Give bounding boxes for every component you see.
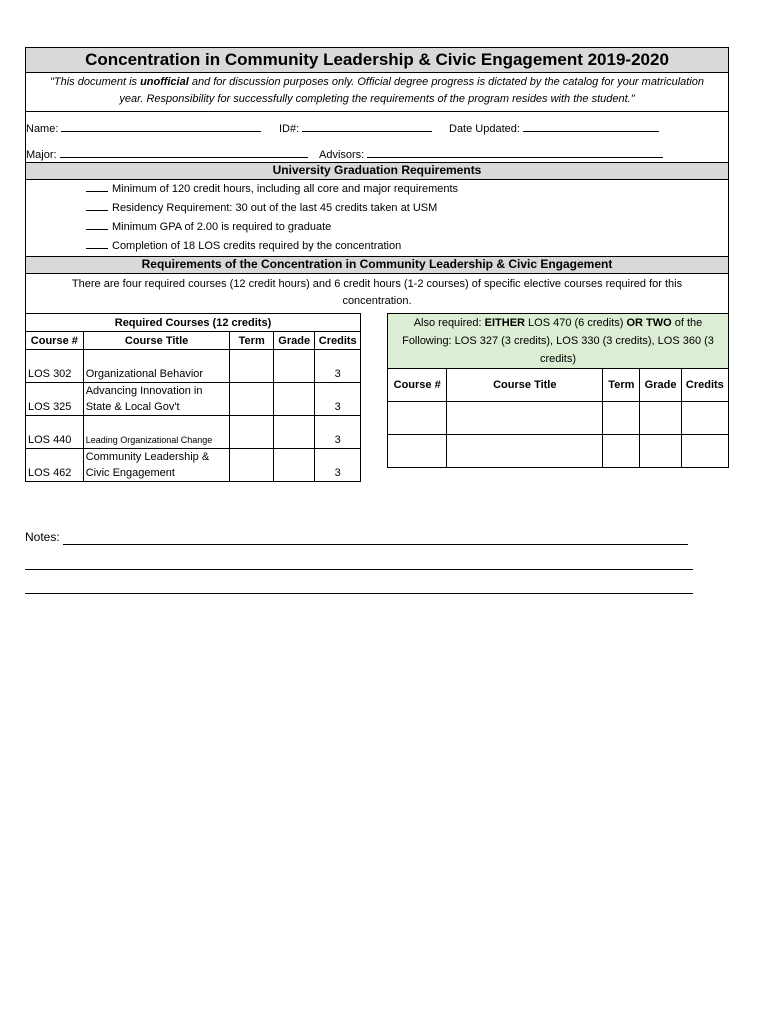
date-updated-label: Date Updated: bbox=[449, 123, 520, 135]
grade-cell[interactable] bbox=[273, 350, 314, 383]
elective-courses-table bbox=[387, 368, 729, 468]
name-field[interactable] bbox=[26, 121, 261, 135]
notes-label: Notes: bbox=[25, 530, 60, 544]
course-number: LOS 440 bbox=[26, 416, 84, 449]
page-title: Concentration in Community Leadership & Civic Engagement 2019-2020 bbox=[25, 47, 729, 73]
table-row[interactable] bbox=[388, 402, 729, 435]
term-cell[interactable] bbox=[230, 383, 274, 416]
table-row bbox=[26, 449, 361, 482]
grade-cell[interactable] bbox=[273, 383, 314, 416]
grade-cell[interactable] bbox=[640, 435, 681, 468]
student-info-fields bbox=[25, 111, 729, 163]
column-header: Term bbox=[230, 332, 274, 350]
date-updated-field[interactable] bbox=[449, 121, 659, 135]
university-requirements-heading: University Graduation Requirements bbox=[25, 162, 729, 180]
column-header: Course Title bbox=[447, 369, 603, 402]
column-header: Course # bbox=[26, 332, 84, 350]
requirement-checkbox[interactable]: Minimum of 120 credit hours, including all core and major requirements bbox=[86, 183, 458, 195]
term-cell[interactable] bbox=[230, 449, 274, 482]
column-header: Term bbox=[603, 369, 640, 402]
required-courses-table bbox=[25, 313, 361, 482]
table-row bbox=[26, 350, 361, 383]
column-header: Credits bbox=[681, 369, 728, 402]
column-header: Grade bbox=[273, 332, 314, 350]
disclaimer: "This document is unofficial and for discussion purposes only. Official degree progress is dictated by the catalog for your matriculation year. Responsibility for successfully completing the requirements of the program resides with the student." bbox=[25, 72, 729, 112]
elective-course-title[interactable] bbox=[447, 402, 603, 435]
elective-course-number[interactable] bbox=[388, 402, 447, 435]
credits-cell[interactable] bbox=[681, 435, 728, 468]
table-row bbox=[26, 383, 361, 416]
column-header: Grade bbox=[640, 369, 681, 402]
advisors-field[interactable] bbox=[319, 147, 663, 161]
course-title: Community Leadership & Civic Engagement bbox=[83, 449, 230, 482]
requirement-checkbox[interactable]: Minimum GPA of 2.00 is required to graduate bbox=[86, 221, 331, 233]
grade-cell[interactable] bbox=[273, 449, 314, 482]
term-cell[interactable] bbox=[230, 416, 274, 449]
university-requirements-list bbox=[25, 179, 729, 256]
advisors-label: Advisors: bbox=[319, 149, 365, 161]
id-label: ID#: bbox=[279, 123, 300, 135]
name-label: Name: bbox=[26, 123, 59, 135]
credits-cell[interactable] bbox=[681, 402, 728, 435]
column-header: Course # bbox=[388, 369, 447, 402]
elective-course-title[interactable] bbox=[447, 435, 603, 468]
term-cell[interactable] bbox=[230, 350, 274, 383]
column-header: Course Title bbox=[83, 332, 230, 350]
notes-line[interactable] bbox=[63, 543, 688, 545]
notes-line[interactable] bbox=[25, 568, 693, 570]
term-cell[interactable] bbox=[603, 435, 640, 468]
credits-cell: 3 bbox=[315, 383, 361, 416]
column-header: Credits bbox=[315, 332, 361, 350]
course-title: Organizational Behavior bbox=[83, 350, 230, 383]
course-title: Leading Organizational Change bbox=[83, 416, 230, 449]
major-field[interactable] bbox=[26, 147, 308, 161]
course-title: Advancing Innovation in State & Local Gov't bbox=[83, 383, 230, 416]
credits-cell: 3 bbox=[315, 350, 361, 383]
credits-cell: 3 bbox=[315, 416, 361, 449]
course-number: LOS 325 bbox=[26, 383, 84, 416]
requirement-checkbox[interactable]: Completion of 18 LOS credits required by the concentration bbox=[86, 240, 401, 252]
table-row[interactable] bbox=[388, 435, 729, 468]
credits-cell: 3 bbox=[315, 449, 361, 482]
notes-section[interactable] bbox=[25, 530, 729, 544]
course-number: LOS 302 bbox=[26, 350, 84, 383]
id-field[interactable] bbox=[279, 121, 432, 135]
concentration-requirements-heading: Requirements of the Concentration in Community Leadership & Civic Engagement bbox=[25, 256, 729, 274]
requirement-checkbox[interactable]: Residency Requirement: 30 out of the last 45 credits taken at USM bbox=[86, 202, 437, 214]
concentration-description: There are four required courses (12 credit hours) and 6 credit hours (1-2 courses) of specific elective courses required for this concentration. bbox=[25, 273, 729, 313]
table-row bbox=[26, 416, 361, 449]
elective-requirement-note: Also required: EITHER LOS 470 (6 credits) OR TWO of the Following: LOS 327 (3 credits), LOS 330 (3 credits), LOS 360 (3 credits) bbox=[387, 313, 729, 369]
term-cell[interactable] bbox=[603, 402, 640, 435]
grade-cell[interactable] bbox=[640, 402, 681, 435]
major-label: Major: bbox=[26, 149, 57, 161]
elective-course-number[interactable] bbox=[388, 435, 447, 468]
course-number: LOS 462 bbox=[26, 449, 84, 482]
grade-cell[interactable] bbox=[273, 416, 314, 449]
required-courses-heading: Required Courses (12 credits) bbox=[26, 314, 361, 332]
notes-line[interactable] bbox=[25, 592, 693, 594]
